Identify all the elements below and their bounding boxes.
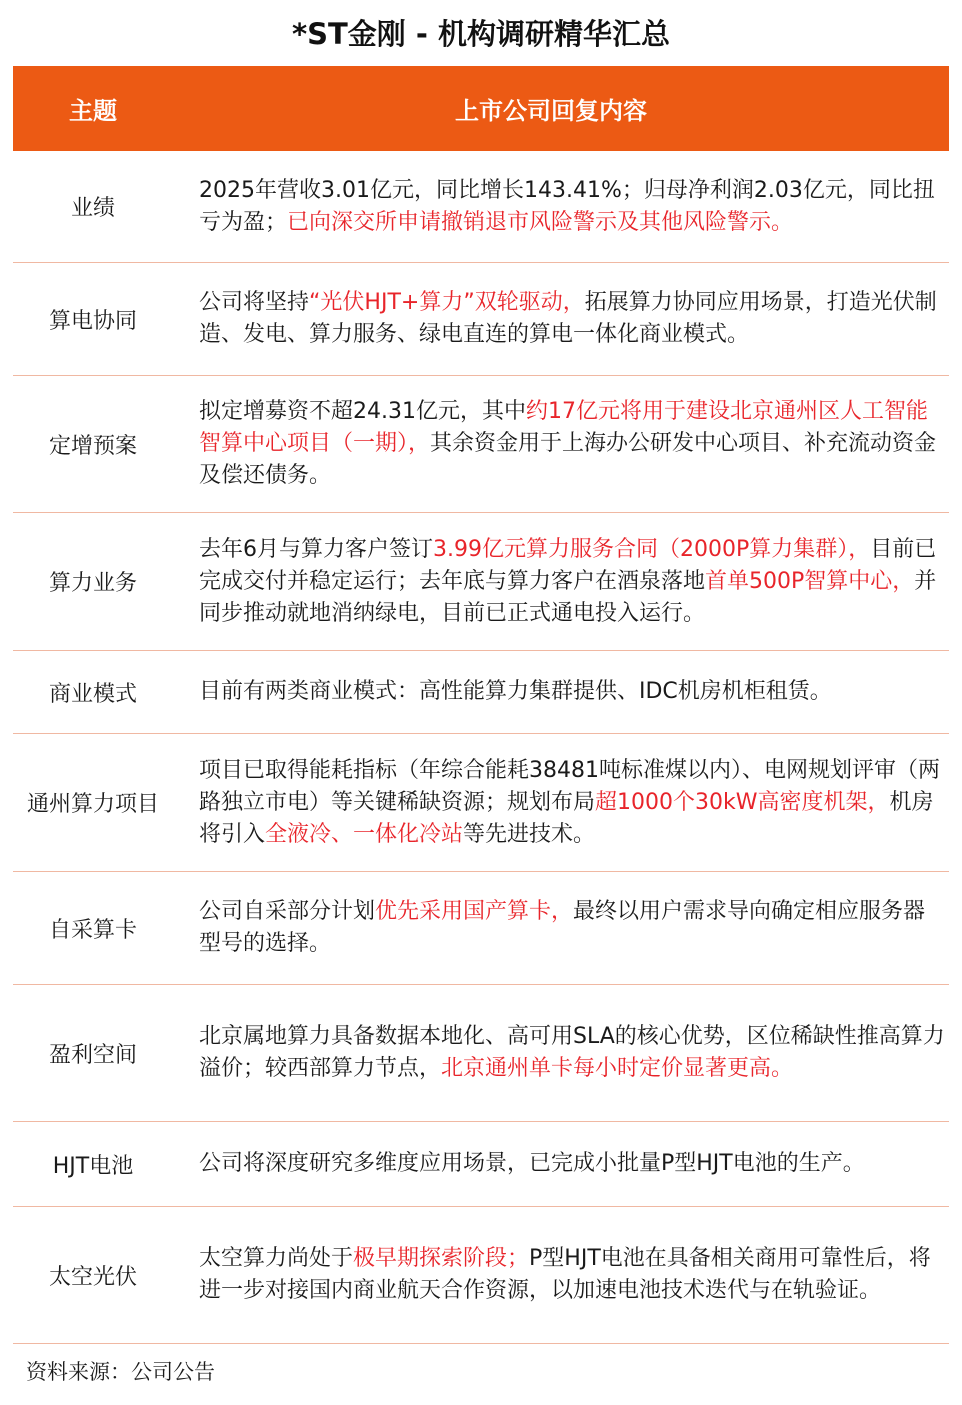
highlight-text: 极早期探索阶段；: [353, 1246, 530, 1271]
row-content: [173, 872, 949, 984]
highlight-text: 已向深交所申请撤销退市风险警示及其他风险警示。: [287, 209, 794, 235]
table-row: [13, 376, 949, 513]
row-content: [173, 651, 949, 733]
highlight-text: 全液冷、一体化冷站: [265, 821, 464, 847]
table-row: [13, 513, 949, 651]
highlight-text: 超1000个30kW高密度机架，: [595, 789, 890, 815]
content-text: 目前有两类商业模式：高性能算力集群提供、IDC机房机柜租赁。: [199, 679, 832, 704]
highlight-text: 约17亿元将用于建设北京通州区人工智能智算中心项目（一期），: [199, 399, 928, 456]
source-note: 资料来源：公司公告: [26, 1360, 215, 1384]
table-row: [13, 651, 949, 734]
row-topic: 太空光伏: [48, 1264, 137, 1290]
table-row: [13, 872, 949, 985]
row-content: [173, 513, 949, 650]
content-text: P型HJT电池在具备相关商用可靠性后，将进一步对接国内商业航天合作资源，以加速电池技术迭代与在轨验证。: [199, 1246, 931, 1303]
row-topic: 定增预案: [48, 433, 137, 459]
research-summary-table: [13, 66, 949, 1344]
header-content: 上市公司回复内容: [455, 97, 647, 125]
row-content: [173, 1122, 949, 1206]
content-text: 目前已完成交付并稳定运行；去年底与算力客户在酒泉落地: [199, 536, 937, 594]
content-text: 并同步推动就地消纳绿电，目前已正式通电投入运行。: [199, 568, 937, 626]
highlight-text: 北京通州单卡每小时定价显著更高。: [441, 1056, 794, 1081]
highlight-text: “光伏HJT+算力”双轮驱动，: [309, 290, 585, 315]
table-row: [13, 151, 949, 263]
highlight-text: 优先采用国产算卡，: [375, 899, 574, 924]
content-text: 其余资金用于上海办公研发中心项目、补充流动资金及偿还债务。: [199, 431, 937, 488]
page-title: *ST金刚 - 机构调研精华汇总: [291, 17, 671, 51]
content-text: 机房将引入: [199, 789, 934, 847]
content-text: 北京属地算力具备数据本地化、高可用SLA的核心优势，区位稀缺性推高算力溢价；较西部算力节点，: [199, 1024, 945, 1081]
content-text: 公司将坚持: [199, 290, 310, 315]
row-topic: 算力业务: [48, 571, 137, 596]
header-topic: 主题: [69, 97, 117, 125]
row-content: [173, 376, 949, 512]
table-row: [13, 1207, 949, 1344]
row-topic: 自采算卡: [48, 917, 137, 943]
row-topic: 业绩: [70, 196, 115, 221]
highlight-text: 首单500P智算中心，: [705, 568, 915, 594]
row-topic: 商业模式: [48, 681, 137, 707]
table-header: [13, 66, 949, 151]
row-content: [173, 263, 949, 375]
content-text: 拓展算力协同应用场景，打造光伏制造、发电、算力服务、绿电直连的算电一体化商业模式。: [199, 290, 937, 347]
row-topic: 盈利空间: [48, 1042, 137, 1068]
content-text: 最终以用户需求导向确定相应服务器型号的选择。: [199, 899, 926, 956]
content-text: 公司自采部分计划: [199, 899, 376, 924]
row-content: [173, 151, 949, 262]
table-row: [13, 985, 949, 1122]
table-row: [13, 1122, 949, 1207]
row-topic: 通州算力项目: [26, 792, 159, 817]
content-text: 项目已取得能耗指标（年综合能耗38481吨标准煤以内）、电网规划评审（两路独立市电）等关键稀缺资源；规划布局: [199, 757, 940, 815]
table-row: [13, 263, 949, 376]
table-row: [13, 734, 949, 872]
content-text: 公司将深度研究多维度应用场景，已完成小批量P型HJT电池的生产。: [199, 1151, 865, 1176]
content-text: 等先进技术。: [463, 821, 596, 847]
row-content: [173, 734, 949, 871]
row-content: [173, 1207, 949, 1343]
row-content: [173, 985, 949, 1121]
content-text: 太空算力尚处于: [199, 1246, 354, 1271]
row-topic: 算电协同: [48, 308, 137, 334]
row-topic: HJT电池: [52, 1153, 134, 1179]
highlight-text: 3.99亿元算力服务合同（2000P算力集群），: [433, 536, 871, 562]
content-text: 去年6月与算力客户签订: [199, 536, 433, 562]
content-text: 2025年营收3.01亿元，同比增长143.41%；归母净利润2.03亿元，同比扭亏为盈；: [199, 177, 935, 235]
content-text: 拟定增募资不超24.31亿元，其中: [199, 399, 526, 424]
